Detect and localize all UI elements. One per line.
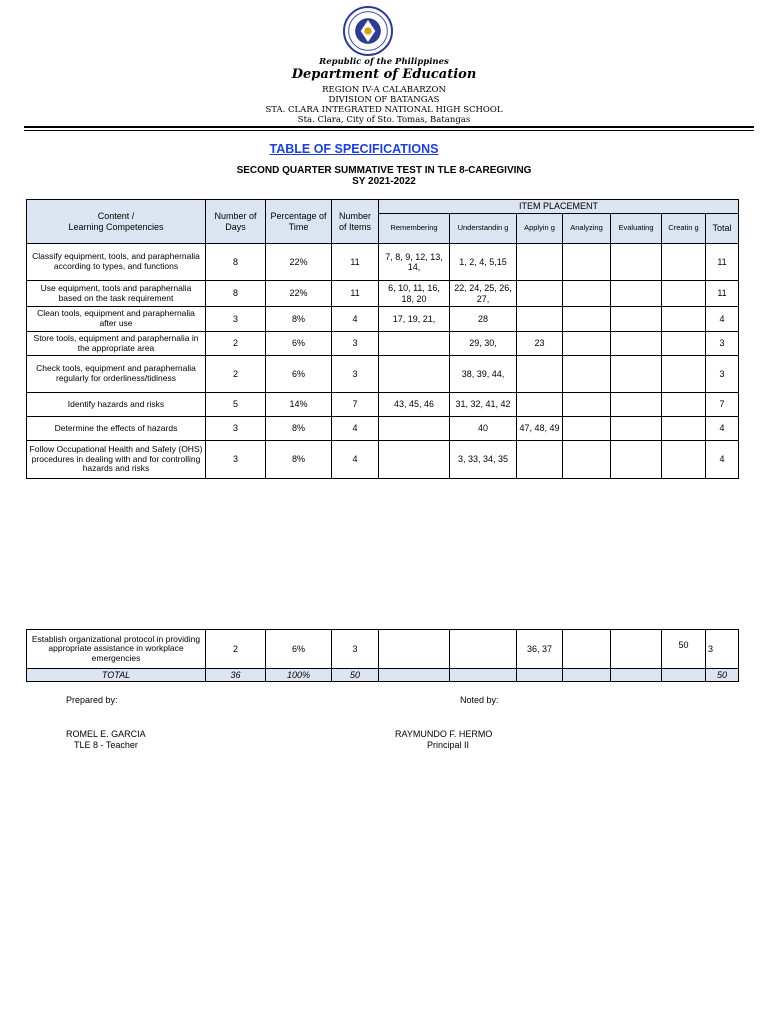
analyzing-cell <box>563 307 611 332</box>
days-cell: 2 <box>206 356 266 393</box>
evaluating-cell <box>611 281 662 307</box>
total-cell: 7 <box>706 393 739 417</box>
table-row <box>27 441 739 479</box>
total-label: TOTAL <box>27 669 206 682</box>
header-content: Content / Learning Competencies <box>27 200 206 244</box>
total-understanding <box>450 669 517 682</box>
items-cell: 4 <box>332 307 379 332</box>
header-address: Sta. Clara, City of Sto. Tomas, Batangas <box>297 115 471 125</box>
analyzing-cell <box>563 332 611 356</box>
remembering-cell <box>379 332 450 356</box>
analyzing-cell <box>563 244 611 281</box>
competency-cell: Identify hazards and risks <box>27 393 206 417</box>
analyzing-cell <box>563 441 611 479</box>
total-items: 50 <box>332 669 379 682</box>
items-cell: 11 <box>332 244 379 281</box>
header-division: DIVISION OF BATANGAS <box>328 95 440 105</box>
noter-position: Principal II <box>427 740 470 750</box>
table-row <box>27 356 739 393</box>
evaluating-cell <box>611 332 662 356</box>
total-creating <box>662 669 706 682</box>
preparer-name: ROMEL E. GARCIA <box>66 729 146 739</box>
items-cell: 3 <box>332 356 379 393</box>
total-percentage: 100% <box>266 669 332 682</box>
understanding-cell: 38, 39, 44, <box>450 356 517 393</box>
understanding-cell: 29, 30, <box>450 332 517 356</box>
remembering-cell <box>379 356 450 393</box>
competency-cell: Store tools, equipment and paraphernalia in the appropriate area <box>27 332 206 356</box>
remembering-cell <box>379 630 450 669</box>
table-row <box>27 630 739 669</box>
applying-cell <box>517 281 563 307</box>
days-cell: 8 <box>206 281 266 307</box>
header-items: Number of Items <box>332 200 379 244</box>
creating-cell <box>662 244 706 281</box>
header-days: Number of Days <box>206 200 266 244</box>
items-cell: 4 <box>332 441 379 479</box>
preparer-position: TLE 8 - Teacher <box>74 740 138 750</box>
evaluating-cell <box>611 307 662 332</box>
remembering-cell: 6, 10, 11, 16, 18, 20 <box>379 281 450 307</box>
applying-cell <box>517 441 563 479</box>
competency-cell: Clean tools, equipment and paraphernalia after use <box>27 307 206 332</box>
specifications-table-continued <box>26 629 739 682</box>
header-department: Department of Education <box>291 67 477 82</box>
creating-cell <box>662 307 706 332</box>
understanding-cell: 3, 33, 34, 35 <box>450 441 517 479</box>
specifications-table <box>26 199 739 479</box>
document-school-year: SY 2021-2022 <box>352 176 416 187</box>
understanding-cell: 40 <box>450 417 517 441</box>
total-cell: 4 <box>706 307 739 332</box>
header-analyzing: Analyzing <box>563 214 611 244</box>
remembering-cell: 17, 19, 21, <box>379 307 450 332</box>
total-cell: 4 <box>706 441 739 479</box>
table-row <box>27 417 739 441</box>
days-cell: 2 <box>206 630 266 669</box>
applying-cell <box>517 244 563 281</box>
percentage-cell: 14% <box>266 393 332 417</box>
applying-cell <box>517 393 563 417</box>
header-creating: Creatin g <box>662 214 706 244</box>
header-evaluating: Evaluating <box>611 214 662 244</box>
total-cell: 4 <box>706 417 739 441</box>
total-cell: 11 <box>706 244 739 281</box>
table-row <box>27 307 739 332</box>
remembering-cell: 43, 45, 46 <box>379 393 450 417</box>
applying-cell <box>517 307 563 332</box>
percentage-cell: 6% <box>266 356 332 393</box>
table-row <box>27 332 739 356</box>
evaluating-cell <box>611 441 662 479</box>
days-cell: 3 <box>206 417 266 441</box>
header-republic: Republic of the Philippines <box>319 57 449 67</box>
understanding-cell: 1, 2, 4, 5,15 <box>450 244 517 281</box>
total-cell: 3 <box>706 356 739 393</box>
noted-by-label: Noted by: <box>460 695 499 705</box>
percentage-cell: 22% <box>266 244 332 281</box>
header-total: Total <box>706 214 739 244</box>
percentage-cell: 8% <box>266 307 332 332</box>
total-cell: 11 <box>706 281 739 307</box>
items-cell: 4 <box>332 417 379 441</box>
applying-cell <box>517 356 563 393</box>
understanding-cell: 22, 24, 25, 26, 27, <box>450 281 517 307</box>
creating-cell <box>662 393 706 417</box>
competency-cell: Establish organizational protocol in providing appropriate assistance in workplace emergencies <box>27 630 206 669</box>
header-remembering: Remembering <box>379 214 450 244</box>
evaluating-cell <box>611 393 662 417</box>
creating-cell <box>662 441 706 479</box>
header-item-placement: ITEM PLACEMENT <box>379 200 739 214</box>
total-days: 36 <box>206 669 266 682</box>
total-total: 50 <box>706 669 739 682</box>
items-cell: 3 <box>332 630 379 669</box>
days-cell: 5 <box>206 393 266 417</box>
days-cell: 2 <box>206 332 266 356</box>
header-region: REGION IV-A CALABARZON <box>322 85 446 95</box>
understanding-cell <box>450 630 517 669</box>
creating-cell <box>662 356 706 393</box>
evaluating-cell <box>611 417 662 441</box>
understanding-cell: 31, 32, 41, 42 <box>450 393 517 417</box>
items-cell: 11 <box>332 281 379 307</box>
document-title: TABLE OF SPECIFICATIONS <box>269 142 439 156</box>
total-row <box>27 669 739 682</box>
header-percentage: Percentage of Time <box>266 200 332 244</box>
items-cell: 3 <box>332 332 379 356</box>
evaluating-cell <box>611 244 662 281</box>
table-row <box>27 281 739 307</box>
creating-cell <box>662 281 706 307</box>
applying-cell: 47, 48, 49 <box>517 417 563 441</box>
days-cell: 3 <box>206 307 266 332</box>
noter-name: RAYMUNDO F. HERMO <box>395 729 493 739</box>
percentage-cell: 8% <box>266 417 332 441</box>
prepared-by-label: Prepared by: <box>66 695 118 705</box>
header-school: STA. CLARA INTEGRATED NATIONAL HIGH SCHOOL <box>265 105 503 115</box>
total-cell: 3 <box>706 332 739 356</box>
evaluating-cell <box>611 356 662 393</box>
applying-cell: 36, 37 <box>517 630 563 669</box>
competency-cell: Check tools, equipment and paraphernalia regularly for orderliness/tidiness <box>27 356 206 393</box>
total-cell: 3 <box>706 630 739 669</box>
header-applying: Applyin g <box>517 214 563 244</box>
competency-cell: Use equipment, tools and paraphernalia based on the task requirement <box>27 281 206 307</box>
total-analyzing <box>563 669 611 682</box>
days-cell: 8 <box>206 244 266 281</box>
percentage-cell: 6% <box>266 332 332 356</box>
items-cell: 7 <box>332 393 379 417</box>
header-divider-thick <box>24 126 754 128</box>
percentage-cell: 8% <box>266 441 332 479</box>
competency-cell: Classify equipment, tools, and paraphernalia according to types, and functions <box>27 244 206 281</box>
applying-cell: 23 <box>517 332 563 356</box>
document-subtitle: SECOND QUARTER SUMMATIVE TEST IN TLE 8-CAREGIVING <box>236 165 532 176</box>
analyzing-cell <box>563 630 611 669</box>
deped-seal <box>343 6 393 56</box>
total-applying <box>517 669 563 682</box>
creating-cell <box>662 332 706 356</box>
days-cell: 3 <box>206 441 266 479</box>
remembering-cell <box>379 417 450 441</box>
understanding-cell: 28 <box>450 307 517 332</box>
analyzing-cell <box>563 281 611 307</box>
analyzing-cell <box>563 393 611 417</box>
header-divider-thin <box>24 130 754 131</box>
total-evaluating <box>611 669 662 682</box>
creating-cell <box>662 417 706 441</box>
evaluating-cell <box>611 630 662 669</box>
remembering-cell <box>379 441 450 479</box>
percentage-cell: 22% <box>266 281 332 307</box>
analyzing-cell <box>563 417 611 441</box>
table-row <box>27 393 739 417</box>
remembering-cell: 7, 8, 9, 12, 13, 14, <box>379 244 450 281</box>
competency-cell: Follow Occupational Health and Safety (OHS) procedures in dealing with and for controlling hazards and risks <box>27 441 206 479</box>
analyzing-cell <box>563 356 611 393</box>
percentage-cell: 6% <box>266 630 332 669</box>
table-row <box>27 244 739 281</box>
creating-cell: 50 <box>662 630 706 669</box>
competency-cell: Determine the effects of hazards <box>27 417 206 441</box>
header-understanding: Understandin g <box>450 214 517 244</box>
total-remembering <box>379 669 450 682</box>
deped-seal-emblem <box>345 8 391 54</box>
